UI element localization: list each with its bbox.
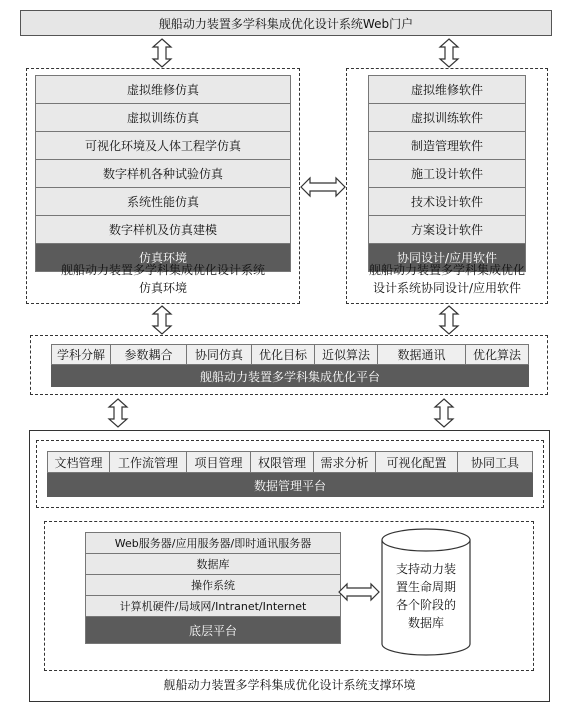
- data-management-items: [47, 451, 533, 473]
- database-label-line4: 数据库: [407, 616, 444, 630]
- support-environment-caption-text: 舰船动力装置多学科集成优化设计系统支撑环境: [163, 678, 416, 692]
- web-portal-label: 舰船动力装置多学科集成优化设计系统Web门户: [158, 16, 414, 31]
- optimization-platform-panel: [30, 335, 548, 395]
- sim-item: 虚拟训练仿真: [35, 104, 291, 132]
- app-item: 虚拟训练软件: [368, 104, 526, 132]
- data-management-label: 数据管理平台: [253, 478, 326, 493]
- optimization-platform-label: 舰船动力装置多学科集成优化平台: [199, 369, 380, 384]
- dm-item: 需求分析: [314, 451, 376, 473]
- database-label-line1: 支持动力装: [395, 562, 456, 576]
- base-item: Web服务器/应用服务器/即时通讯服务器: [85, 532, 341, 554]
- app-base: 协同设计/应用软件: [368, 244, 526, 272]
- coop-design-apps-panel: [346, 68, 548, 304]
- simulation-stack: [35, 75, 291, 272]
- data-management-panel: [36, 440, 544, 508]
- opt-item: 数据通讯: [378, 344, 466, 365]
- database-label-line3: 各个阶段的: [395, 598, 456, 612]
- coop-apps-caption-line2: 设计系统协同设计/应用软件: [372, 281, 522, 295]
- base-platform-bar: 底层平台: [85, 617, 341, 644]
- sim-item: 数字样机各种试验仿真: [35, 160, 291, 188]
- app-item: 技术设计软件: [368, 188, 526, 216]
- coop-apps-caption-line1: 舰船动力装置多学科集成优化: [368, 263, 525, 277]
- dm-item: 项目管理: [187, 451, 251, 473]
- database-label-line2: 置生命周期: [395, 580, 456, 594]
- dm-item: 文档管理: [47, 451, 110, 473]
- sim-item: 可视化环境及人体工程学仿真: [35, 132, 291, 160]
- simulation-environment-panel: [26, 68, 300, 304]
- sim-item: 虚拟维修仿真: [35, 75, 291, 104]
- double-arrow-vertical-icon: [151, 305, 173, 335]
- sim-base: 仿真环境: [35, 244, 291, 272]
- base-item: 数据库: [85, 554, 341, 575]
- simulation-caption-line1: 舰船动力装置多学科集成优化设计系统: [60, 263, 265, 277]
- opt-item: 近似算法: [315, 344, 378, 365]
- database-label: [382, 560, 470, 632]
- opt-item: 协同仿真: [187, 344, 252, 365]
- dm-item: 工作流管理: [110, 451, 187, 473]
- double-arrow-horizontal-icon: [338, 582, 380, 602]
- coop-apps-stack: [368, 75, 526, 272]
- double-arrow-vertical-icon: [438, 38, 460, 68]
- base-item: 计算机硬件/局域网/Intranet/Internet: [85, 596, 341, 617]
- double-arrow-vertical-icon: [438, 305, 460, 335]
- double-arrow-vertical-icon: [433, 398, 455, 428]
- support-environment-caption: [30, 676, 549, 694]
- simulation-caption: [27, 261, 299, 297]
- double-arrow-horizontal-icon: [300, 176, 346, 198]
- opt-item: 参数耦合: [111, 344, 187, 365]
- app-item: 施工设计软件: [368, 160, 526, 188]
- sim-item: 系统性能仿真: [35, 188, 291, 216]
- opt-item: 优化算法: [466, 344, 529, 365]
- double-arrow-vertical-icon: [151, 38, 173, 68]
- web-portal-bar: [20, 10, 552, 36]
- double-arrow-vertical-icon: [107, 398, 129, 428]
- coop-apps-caption: [347, 261, 547, 297]
- base-item: 操作系统: [85, 575, 341, 596]
- base-platform-stack: [85, 532, 341, 644]
- opt-item: 学科分解: [51, 344, 111, 365]
- dm-item: 可视化配置: [376, 451, 458, 473]
- app-item: 方案设计软件: [368, 216, 526, 244]
- app-item: 虚拟维修软件: [368, 75, 526, 104]
- dm-item: 协同工具: [458, 451, 533, 473]
- optimization-platform-bar: [51, 365, 529, 387]
- sim-item: 数字样机及仿真建模: [35, 216, 291, 244]
- dm-item: 权限管理: [251, 451, 314, 473]
- data-management-bar: [47, 473, 533, 497]
- opt-item: 优化目标: [252, 344, 315, 365]
- optimization-items: [51, 344, 529, 365]
- app-item: 制造管理软件: [368, 132, 526, 160]
- simulation-caption-line2: 仿真环境: [138, 281, 187, 295]
